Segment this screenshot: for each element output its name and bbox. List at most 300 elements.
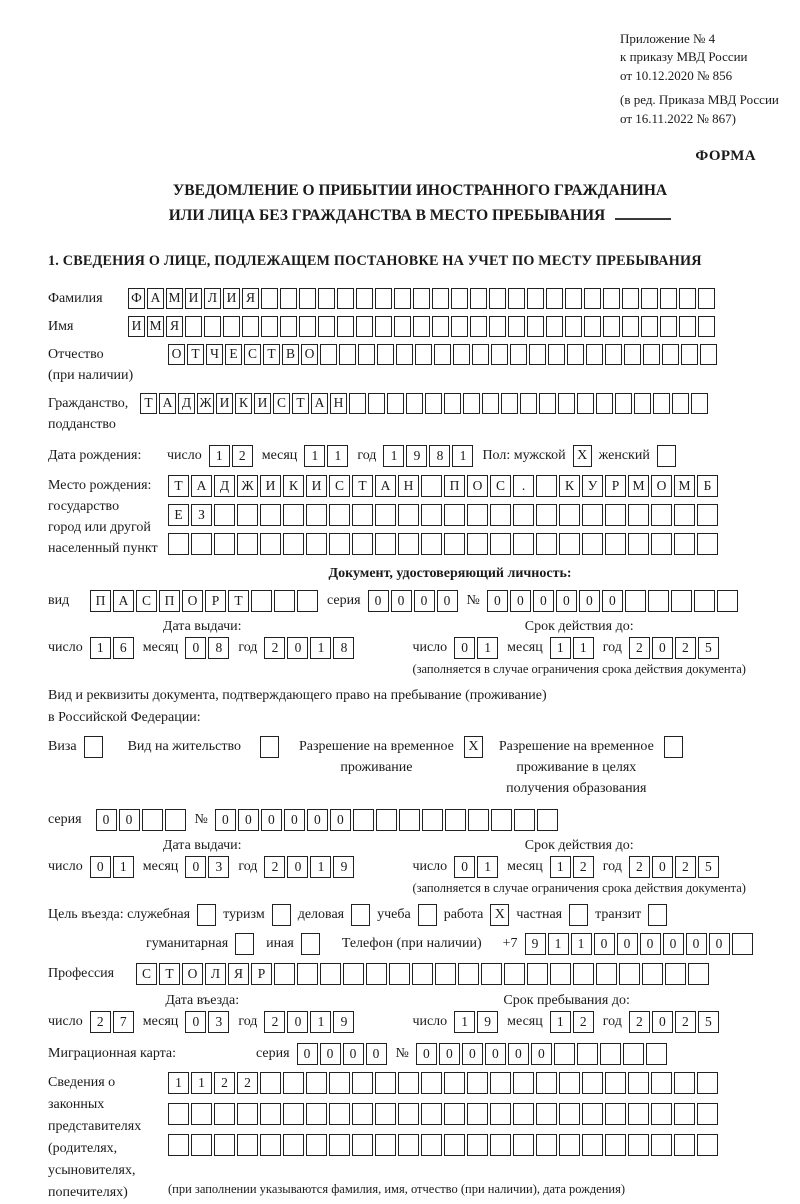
char-cell[interactable]: И [223, 288, 240, 309]
char-cell[interactable]: 0 [510, 590, 531, 612]
char-cell[interactable] [536, 1072, 557, 1094]
char-cell[interactable]: 0 [343, 1043, 364, 1065]
char-cell[interactable]: К [235, 393, 252, 414]
char-cell[interactable] [582, 533, 603, 555]
char-cell[interactable]: 0 [185, 1011, 206, 1033]
char-cell[interactable] [444, 1072, 465, 1094]
official-checkbox[interactable] [197, 904, 216, 926]
char-cell[interactable] [329, 1072, 350, 1094]
char-cell[interactable]: 0 [368, 590, 389, 612]
char-cell[interactable]: 0 [556, 590, 577, 612]
char-cell[interactable] [605, 533, 626, 555]
char-cell[interactable]: 2 [629, 856, 650, 878]
char-cell[interactable]: 0 [261, 809, 282, 831]
char-cell[interactable] [698, 316, 715, 337]
char-cell[interactable]: О [182, 590, 203, 612]
char-cell[interactable]: Я [228, 963, 249, 985]
char-cell[interactable] [398, 504, 419, 526]
char-cell[interactable]: 8 [208, 637, 229, 659]
char-cell[interactable] [648, 590, 669, 612]
char-cell[interactable]: Д [214, 475, 235, 497]
char-cell[interactable]: 0 [307, 809, 328, 831]
char-cell[interactable] [329, 504, 350, 526]
char-cell[interactable] [584, 316, 601, 337]
rvp-edu-checkbox[interactable] [664, 736, 683, 758]
char-cell[interactable] [468, 809, 489, 831]
char-cell[interactable] [352, 1072, 373, 1094]
char-cell[interactable]: 0 [579, 590, 600, 612]
char-cell[interactable]: 5 [698, 856, 719, 878]
char-cell[interactable] [624, 344, 641, 365]
char-cell[interactable] [261, 288, 278, 309]
char-cell[interactable] [297, 590, 318, 612]
char-cell[interactable] [406, 393, 423, 414]
char-cell[interactable] [674, 1072, 695, 1094]
char-cell[interactable] [546, 288, 563, 309]
char-cell[interactable] [260, 1103, 281, 1125]
char-cell[interactable] [297, 963, 318, 985]
char-cell[interactable] [565, 316, 582, 337]
char-cell[interactable] [413, 316, 430, 337]
char-cell[interactable]: 0 [320, 1043, 341, 1065]
char-cell[interactable]: 0 [185, 856, 206, 878]
char-cell[interactable] [237, 533, 258, 555]
char-cell[interactable]: Т [292, 393, 309, 414]
char-cell[interactable] [299, 288, 316, 309]
char-cell[interactable] [444, 1103, 465, 1125]
char-cell[interactable] [622, 316, 639, 337]
char-cell[interactable] [375, 316, 392, 337]
char-cell[interactable] [299, 316, 316, 337]
char-cell[interactable]: П [159, 590, 180, 612]
char-cell[interactable]: 1 [550, 856, 571, 878]
char-cell[interactable] [318, 288, 335, 309]
char-cell[interactable]: 3 [208, 1011, 229, 1033]
char-cell[interactable] [674, 1134, 695, 1156]
char-cell[interactable] [444, 393, 461, 414]
char-cell[interactable] [665, 963, 686, 985]
char-cell[interactable]: 3 [208, 856, 229, 878]
char-cell[interactable] [582, 1103, 603, 1125]
char-cell[interactable]: Т [352, 475, 373, 497]
char-cell[interactable] [641, 316, 658, 337]
char-cell[interactable] [694, 590, 715, 612]
char-cell[interactable]: 1 [209, 445, 230, 467]
char-cell[interactable]: Ф [128, 288, 145, 309]
char-cell[interactable]: С [273, 393, 290, 414]
char-cell[interactable] [490, 504, 511, 526]
char-cell[interactable] [375, 533, 396, 555]
char-cell[interactable] [375, 504, 396, 526]
char-cell[interactable] [377, 344, 394, 365]
char-cell[interactable] [387, 393, 404, 414]
char-cell[interactable]: Н [398, 475, 419, 497]
char-cell[interactable]: 1 [571, 933, 592, 955]
char-cell[interactable] [306, 504, 327, 526]
char-cell[interactable]: 2 [675, 637, 696, 659]
char-cell[interactable]: О [182, 963, 203, 985]
char-cell[interactable] [679, 288, 696, 309]
char-cell[interactable] [529, 344, 546, 365]
char-cell[interactable] [472, 344, 489, 365]
char-cell[interactable] [467, 1134, 488, 1156]
char-cell[interactable]: К [559, 475, 580, 497]
char-cell[interactable] [214, 533, 235, 555]
char-cell[interactable]: Ч [206, 344, 223, 365]
char-cell[interactable]: М [147, 316, 164, 337]
char-cell[interactable]: Р [205, 590, 226, 612]
char-cell[interactable]: Д [178, 393, 195, 414]
char-cell[interactable] [623, 1043, 644, 1065]
transit-checkbox[interactable] [648, 904, 667, 926]
char-cell[interactable] [603, 288, 620, 309]
char-cell[interactable] [376, 809, 397, 831]
char-cell[interactable] [536, 504, 557, 526]
char-cell[interactable] [573, 963, 594, 985]
char-cell[interactable] [697, 1072, 718, 1094]
char-cell[interactable]: 2 [573, 856, 594, 878]
char-cell[interactable] [242, 316, 259, 337]
char-cell[interactable] [577, 1043, 598, 1065]
char-cell[interactable]: 1 [310, 856, 331, 878]
char-cell[interactable]: 9 [525, 933, 546, 955]
char-cell[interactable] [356, 316, 373, 337]
char-cell[interactable]: С [244, 344, 261, 365]
char-cell[interactable] [394, 288, 411, 309]
char-cell[interactable]: 1 [310, 1011, 331, 1033]
char-cell[interactable] [559, 1072, 580, 1094]
char-cell[interactable] [732, 933, 753, 955]
char-cell[interactable] [582, 1072, 603, 1094]
char-cell[interactable] [394, 316, 411, 337]
char-cell[interactable]: 0 [437, 590, 458, 612]
char-cell[interactable]: 0 [215, 809, 236, 831]
char-cell[interactable] [329, 533, 350, 555]
char-cell[interactable]: 0 [533, 590, 554, 612]
char-cell[interactable]: 0 [652, 1011, 673, 1033]
char-cell[interactable] [398, 1072, 419, 1094]
char-cell[interactable] [559, 533, 580, 555]
char-cell[interactable] [283, 1103, 304, 1125]
char-cell[interactable]: 1 [383, 445, 404, 467]
char-cell[interactable]: 0 [414, 590, 435, 612]
char-cell[interactable]: 7 [113, 1011, 134, 1033]
char-cell[interactable] [283, 533, 304, 555]
char-cell[interactable]: Ж [237, 475, 258, 497]
visa-checkbox[interactable] [84, 736, 103, 758]
humanitarian-checkbox[interactable] [235, 933, 254, 955]
char-cell[interactable]: Р [251, 963, 272, 985]
char-cell[interactable]: С [136, 963, 157, 985]
char-cell[interactable] [628, 504, 649, 526]
char-cell[interactable] [467, 1103, 488, 1125]
char-cell[interactable] [375, 288, 392, 309]
char-cell[interactable]: 2 [264, 856, 285, 878]
char-cell[interactable] [559, 1103, 580, 1125]
char-cell[interactable] [432, 288, 449, 309]
char-cell[interactable] [168, 533, 189, 555]
char-cell[interactable]: Л [204, 288, 221, 309]
char-cell[interactable]: И [306, 475, 327, 497]
char-cell[interactable] [467, 504, 488, 526]
char-cell[interactable] [318, 316, 335, 337]
char-cell[interactable] [536, 475, 557, 497]
char-cell[interactable] [329, 1103, 350, 1125]
char-cell[interactable] [191, 1134, 212, 1156]
char-cell[interactable] [421, 475, 442, 497]
char-cell[interactable]: 0 [330, 809, 351, 831]
char-cell[interactable]: О [168, 344, 185, 365]
char-cell[interactable]: М [628, 475, 649, 497]
char-cell[interactable] [688, 963, 709, 985]
char-cell[interactable] [421, 1103, 442, 1125]
char-cell[interactable] [375, 1103, 396, 1125]
char-cell[interactable]: Т [263, 344, 280, 365]
char-cell[interactable]: 0 [602, 590, 623, 612]
char-cell[interactable] [651, 1072, 672, 1094]
char-cell[interactable]: 0 [90, 856, 111, 878]
char-cell[interactable]: А [191, 475, 212, 497]
char-cell[interactable] [421, 533, 442, 555]
char-cell[interactable]: М [166, 288, 183, 309]
char-cell[interactable] [463, 393, 480, 414]
char-cell[interactable] [605, 1072, 626, 1094]
char-cell[interactable] [260, 1134, 281, 1156]
char-cell[interactable] [634, 393, 651, 414]
char-cell[interactable] [662, 344, 679, 365]
char-cell[interactable]: О [301, 344, 318, 365]
char-cell[interactable] [491, 344, 508, 365]
char-cell[interactable]: И [260, 475, 281, 497]
char-cell[interactable]: 2 [90, 1011, 111, 1033]
char-cell[interactable] [559, 1134, 580, 1156]
char-cell[interactable] [605, 1134, 626, 1156]
char-cell[interactable]: С [136, 590, 157, 612]
char-cell[interactable] [214, 1134, 235, 1156]
char-cell[interactable]: . [513, 475, 534, 497]
char-cell[interactable]: О [467, 475, 488, 497]
char-cell[interactable]: 2 [214, 1072, 235, 1094]
char-cell[interactable] [337, 316, 354, 337]
char-cell[interactable]: 1 [452, 445, 473, 467]
char-cell[interactable] [513, 1072, 534, 1094]
char-cell[interactable] [375, 1072, 396, 1094]
char-cell[interactable] [320, 344, 337, 365]
char-cell[interactable]: 2 [675, 1011, 696, 1033]
char-cell[interactable] [567, 344, 584, 365]
char-cell[interactable] [565, 288, 582, 309]
char-cell[interactable] [260, 504, 281, 526]
char-cell[interactable]: 2 [629, 1011, 650, 1033]
char-cell[interactable] [458, 963, 479, 985]
char-cell[interactable] [283, 1072, 304, 1094]
char-cell[interactable]: Т [140, 393, 157, 414]
char-cell[interactable] [605, 1103, 626, 1125]
char-cell[interactable] [444, 533, 465, 555]
char-cell[interactable]: 1 [191, 1072, 212, 1094]
char-cell[interactable] [467, 1072, 488, 1094]
char-cell[interactable] [605, 344, 622, 365]
char-cell[interactable] [280, 316, 297, 337]
char-cell[interactable] [596, 393, 613, 414]
char-cell[interactable] [356, 288, 373, 309]
char-cell[interactable] [628, 1072, 649, 1094]
char-cell[interactable] [260, 533, 281, 555]
char-cell[interactable]: 0 [686, 933, 707, 955]
char-cell[interactable] [697, 533, 718, 555]
char-cell[interactable] [329, 1134, 350, 1156]
private-checkbox[interactable] [569, 904, 588, 926]
char-cell[interactable] [582, 1134, 603, 1156]
char-cell[interactable]: Т [168, 475, 189, 497]
char-cell[interactable] [586, 344, 603, 365]
char-cell[interactable] [320, 963, 341, 985]
char-cell[interactable]: 0 [287, 1011, 308, 1033]
char-cell[interactable]: 1 [327, 445, 348, 467]
char-cell[interactable] [582, 504, 603, 526]
char-cell[interactable]: А [113, 590, 134, 612]
char-cell[interactable]: Я [242, 288, 259, 309]
char-cell[interactable] [548, 344, 565, 365]
char-cell[interactable] [559, 504, 580, 526]
char-cell[interactable] [672, 393, 689, 414]
char-cell[interactable] [352, 504, 373, 526]
char-cell[interactable]: 0 [487, 590, 508, 612]
char-cell[interactable]: И [185, 288, 202, 309]
work-checkbox[interactable]: X [490, 904, 509, 926]
char-cell[interactable]: 2 [232, 445, 253, 467]
char-cell[interactable] [444, 504, 465, 526]
char-cell[interactable] [214, 504, 235, 526]
char-cell[interactable]: 2 [629, 637, 650, 659]
char-cell[interactable]: 5 [698, 637, 719, 659]
char-cell[interactable] [642, 963, 663, 985]
char-cell[interactable] [237, 1103, 258, 1125]
char-cell[interactable] [470, 288, 487, 309]
char-cell[interactable] [536, 1134, 557, 1156]
char-cell[interactable]: Р [605, 475, 626, 497]
char-cell[interactable] [527, 288, 544, 309]
char-cell[interactable] [142, 809, 163, 831]
char-cell[interactable] [671, 590, 692, 612]
char-cell[interactable]: Б [697, 475, 718, 497]
char-cell[interactable]: И [216, 393, 233, 414]
char-cell[interactable] [550, 963, 571, 985]
char-cell[interactable] [165, 809, 186, 831]
char-cell[interactable] [191, 533, 212, 555]
char-cell[interactable] [399, 809, 420, 831]
char-cell[interactable] [435, 963, 456, 985]
char-cell[interactable]: Ж [197, 393, 214, 414]
char-cell[interactable] [415, 344, 432, 365]
char-cell[interactable]: 0 [391, 590, 412, 612]
char-cell[interactable] [283, 1134, 304, 1156]
char-cell[interactable] [514, 809, 535, 831]
char-cell[interactable] [546, 316, 563, 337]
char-cell[interactable] [660, 316, 677, 337]
char-cell[interactable] [527, 316, 544, 337]
char-cell[interactable] [489, 288, 506, 309]
char-cell[interactable] [352, 533, 373, 555]
char-cell[interactable] [651, 1103, 672, 1125]
char-cell[interactable] [641, 288, 658, 309]
char-cell[interactable] [628, 533, 649, 555]
char-cell[interactable]: Т [228, 590, 249, 612]
char-cell[interactable] [615, 393, 632, 414]
char-cell[interactable] [697, 1103, 718, 1125]
char-cell[interactable]: 0 [238, 809, 259, 831]
char-cell[interactable]: Т [159, 963, 180, 985]
char-cell[interactable]: 0 [366, 1043, 387, 1065]
char-cell[interactable] [283, 504, 304, 526]
tourism-checkbox[interactable] [272, 904, 291, 926]
char-cell[interactable] [251, 590, 272, 612]
char-cell[interactable]: 1 [477, 637, 498, 659]
char-cell[interactable] [467, 533, 488, 555]
char-cell[interactable]: 2 [264, 637, 285, 659]
char-cell[interactable] [489, 316, 506, 337]
char-cell[interactable]: П [444, 475, 465, 497]
char-cell[interactable] [421, 1072, 442, 1094]
char-cell[interactable]: Т [187, 344, 204, 365]
char-cell[interactable] [366, 963, 387, 985]
char-cell[interactable] [600, 1043, 621, 1065]
char-cell[interactable]: 9 [477, 1011, 498, 1033]
char-cell[interactable] [584, 288, 601, 309]
char-cell[interactable] [651, 533, 672, 555]
char-cell[interactable] [168, 1134, 189, 1156]
char-cell[interactable] [396, 344, 413, 365]
char-cell[interactable] [398, 1134, 419, 1156]
char-cell[interactable] [343, 963, 364, 985]
char-cell[interactable]: С [329, 475, 350, 497]
char-cell[interactable]: 0 [297, 1043, 318, 1065]
char-cell[interactable] [191, 1103, 212, 1125]
char-cell[interactable] [698, 288, 715, 309]
char-cell[interactable]: 0 [531, 1043, 552, 1065]
char-cell[interactable] [398, 1103, 419, 1125]
char-cell[interactable] [352, 1134, 373, 1156]
char-cell[interactable]: 0 [454, 637, 475, 659]
char-cell[interactable]: 1 [573, 637, 594, 659]
char-cell[interactable]: 0 [119, 809, 140, 831]
char-cell[interactable] [539, 393, 556, 414]
char-cell[interactable]: П [90, 590, 111, 612]
char-cell[interactable] [619, 963, 640, 985]
char-cell[interactable] [536, 1103, 557, 1125]
char-cell[interactable]: 2 [237, 1072, 258, 1094]
char-cell[interactable] [260, 1072, 281, 1094]
char-cell[interactable] [622, 288, 639, 309]
char-cell[interactable]: А [375, 475, 396, 497]
char-cell[interactable] [237, 504, 258, 526]
char-cell[interactable] [508, 316, 525, 337]
char-cell[interactable] [697, 504, 718, 526]
char-cell[interactable] [274, 590, 295, 612]
char-cell[interactable] [421, 504, 442, 526]
char-cell[interactable] [674, 533, 695, 555]
char-cell[interactable] [339, 344, 356, 365]
char-cell[interactable]: 9 [406, 445, 427, 467]
char-cell[interactable]: 0 [594, 933, 615, 955]
char-cell[interactable]: 8 [333, 637, 354, 659]
char-cell[interactable]: 1 [548, 933, 569, 955]
char-cell[interactable] [558, 393, 575, 414]
char-cell[interactable]: 0 [439, 1043, 460, 1065]
char-cell[interactable] [204, 316, 221, 337]
char-cell[interactable] [261, 316, 278, 337]
char-cell[interactable]: Я [166, 316, 183, 337]
